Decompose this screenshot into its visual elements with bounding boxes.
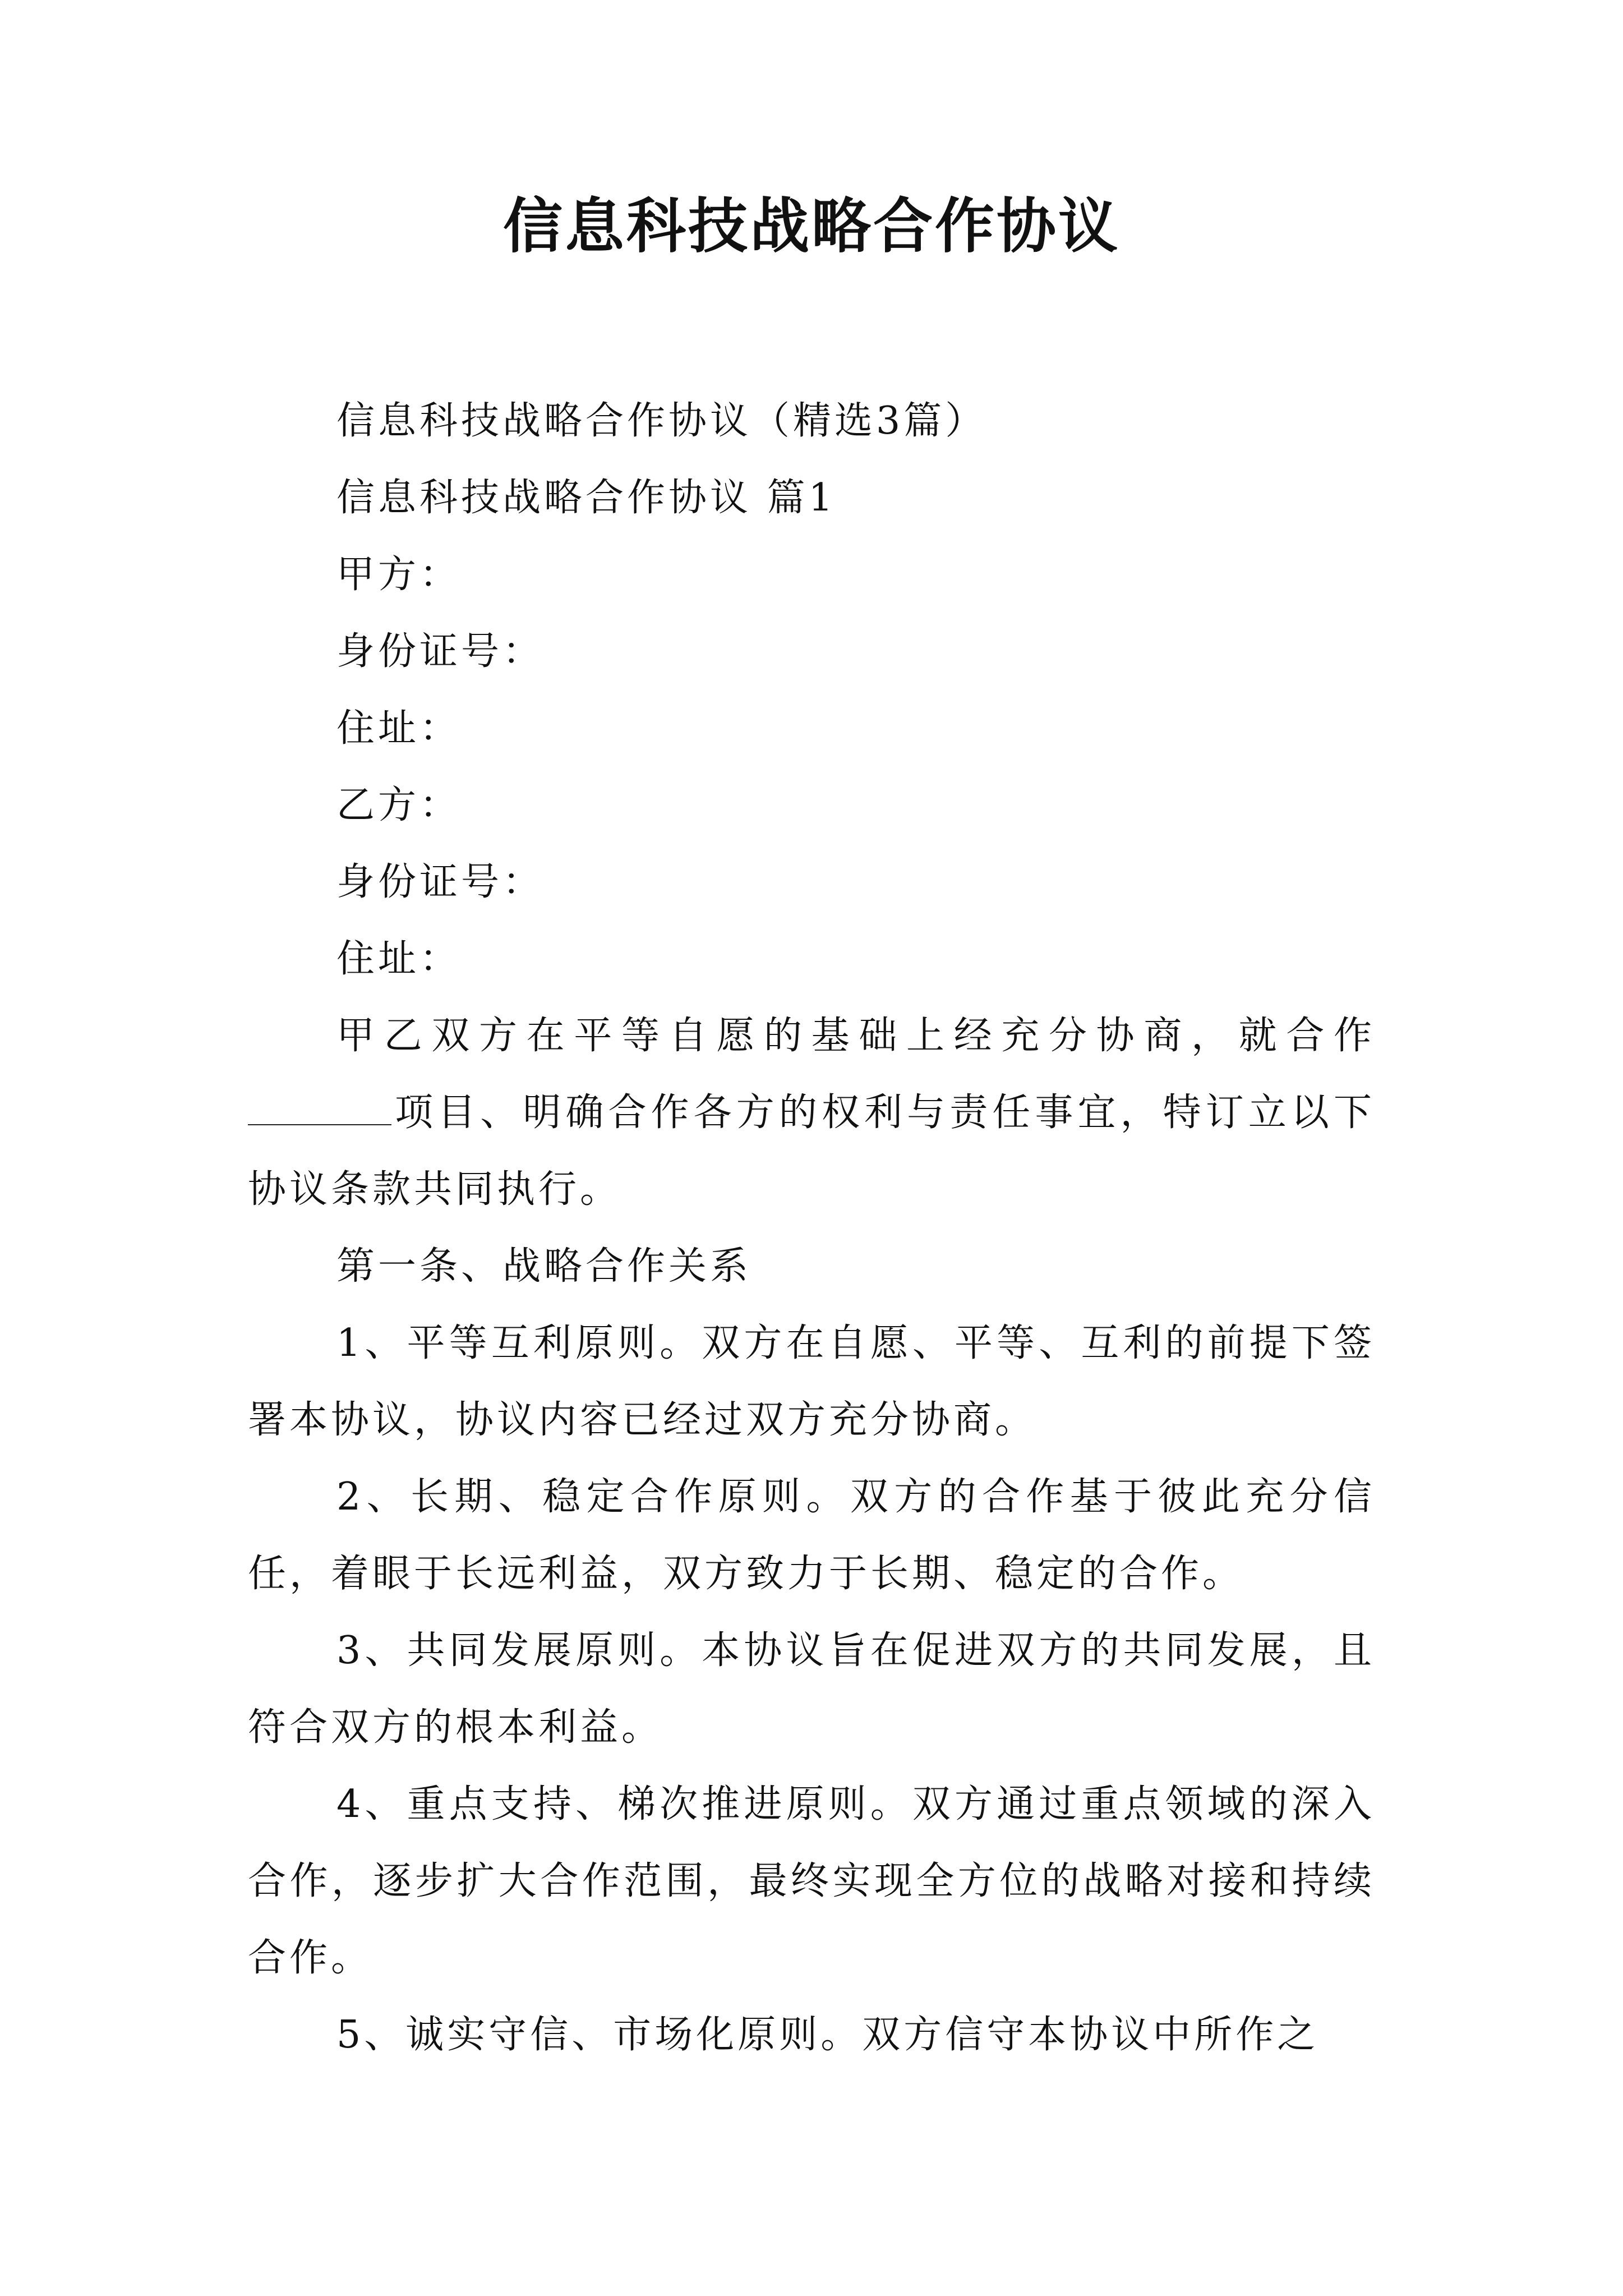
party-b-address-label: 住址： [336,937,462,981]
party-a-id-label: 身份证号： [336,629,545,674]
principle-3: 3、共同发展原则。本协议旨在促进双方的共同发展，且符合双方的根本利益。 [248,1628,1375,1750]
document-body [248,383,1375,2073]
principle-5: 5、诚实守信、市场化原则。双方信守本协议中所作之 [336,2013,1319,2057]
principle-4: 4、重点支持、梯次推进原则。双方通过重点领域的深入合作，逐步扩大合作范围，最终实现全方位的战略对接和持续合作。 [248,1782,1375,1980]
document-subtitle: 信息科技战略合作协议（精选3篇） [336,399,987,443]
project-name-blank [248,1093,391,1125]
party-b-label: 乙方： [336,783,462,827]
document-title: 信息科技战略合作协议 [503,191,1120,261]
section-heading: 信息科技战略合作协议 篇1 [336,476,836,520]
principle-2: 2、长期、稳定合作原则。双方的合作基于彼此充分信任，着眼于长远利益，双方致力于长期、稳定的合作。 [248,1475,1375,1596]
intro-paragraph-rest: 项目、明确合作各方的权利与责任事宜，特订立以下协议条款共同执行。 [248,1091,1375,1212]
intro-paragraph [248,997,1375,1228]
principle-1: 1、平等互利原则。双方在自愿、平等、互利的前提下签署本协议，协议内容已经过双方充分协商。 [248,1321,1375,1442]
party-a-address-label: 住址： [336,706,462,751]
party-a-label: 甲方： [336,553,462,597]
intro-paragraph-lead: 甲乙双方在平等自愿的基础上经充分协商，就合作 [336,1014,1375,1058]
party-b-id-label: 身份证号： [336,860,545,904]
article-1-heading: 第一条、战略合作关系 [336,1244,752,1289]
